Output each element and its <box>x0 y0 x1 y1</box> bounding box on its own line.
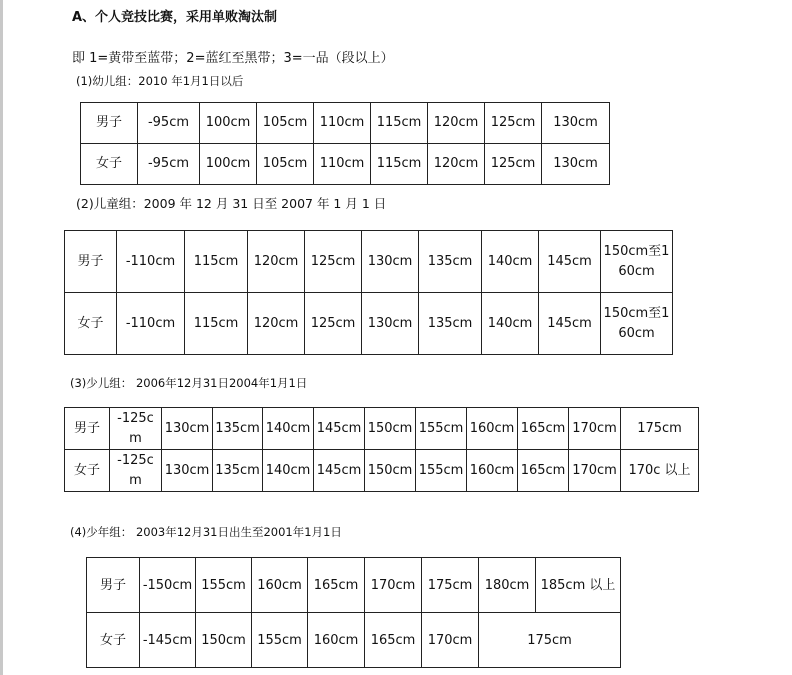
weight-cell: 150cm至160cm <box>601 231 673 293</box>
weight-cell: -145cm <box>140 613 196 668</box>
weight-cell: 100cm <box>200 144 257 185</box>
weight-cell: 165cm <box>518 408 569 450</box>
weight-cell: 170c 以上 <box>621 450 699 492</box>
table-row <box>65 293 673 355</box>
weight-cell: 125cm <box>305 231 362 293</box>
weight-cell: 175cm <box>479 613 621 668</box>
weight-cell: 105cm <box>257 144 314 185</box>
weight-cell: 175cm <box>422 558 479 613</box>
weight-cell: 150cm <box>196 613 252 668</box>
weight-cell: 135cm <box>419 293 482 355</box>
weight-cell: 150cm <box>365 408 416 450</box>
weight-cell: 175cm <box>621 408 699 450</box>
weight-cell: 130cm <box>362 231 419 293</box>
table-row <box>65 408 699 450</box>
weight-cell: 155cm <box>416 408 467 450</box>
weight-cell: 185cm 以上 <box>536 558 621 613</box>
weight-cell: 165cm <box>365 613 422 668</box>
weight-cell: 120cm <box>428 144 485 185</box>
weight-cell: 145cm <box>539 231 601 293</box>
weight-cell: 135cm <box>419 231 482 293</box>
weight-cell: 170cm <box>365 558 422 613</box>
table-row <box>87 558 621 613</box>
weight-cell: -125cm <box>110 408 162 450</box>
weight-cell: -150cm <box>140 558 196 613</box>
weight-cell: -110cm <box>117 231 185 293</box>
weight-cell: 130cm <box>162 450 213 492</box>
weight-cell: 130cm <box>162 408 213 450</box>
weight-cell: 170cm <box>569 408 621 450</box>
weight-cell: 110cm <box>314 144 371 185</box>
table-row <box>65 231 673 293</box>
weight-cell: 165cm <box>518 450 569 492</box>
weight-cell: 120cm <box>248 231 305 293</box>
group-2-table <box>64 230 673 355</box>
weight-cell: 160cm <box>308 613 365 668</box>
weight-cell: 110cm <box>314 103 371 144</box>
weight-cell: 115cm <box>371 103 428 144</box>
weight-cell: 120cm <box>428 103 485 144</box>
weight-cell: 180cm <box>479 558 536 613</box>
weight-cell: 170cm <box>422 613 479 668</box>
weight-cell: -95cm <box>138 103 200 144</box>
weight-cell: 140cm <box>482 293 539 355</box>
weight-cell: 115cm <box>185 293 248 355</box>
weight-cell: 155cm <box>252 613 308 668</box>
weight-cell: 135cm <box>213 450 263 492</box>
table-row <box>65 450 699 492</box>
weight-cell: -125cm <box>110 450 162 492</box>
weight-cell: -110cm <box>117 293 185 355</box>
weight-cell: 140cm <box>482 231 539 293</box>
weight-cell: 150cm至160cm <box>601 293 673 355</box>
weight-cell: 140cm <box>263 408 314 450</box>
weight-cell: 100cm <box>200 103 257 144</box>
weight-cell: 120cm <box>248 293 305 355</box>
weight-cell: 135cm <box>213 408 263 450</box>
row-label-female: 女子 <box>81 144 138 185</box>
weight-cell: 145cm <box>539 293 601 355</box>
weight-cell: 145cm <box>314 450 365 492</box>
group-1-title: (1)幼儿组：2010 年1月1日以后 <box>76 74 244 88</box>
weight-cell: 105cm <box>257 103 314 144</box>
group-3-title: (3)少儿组： 2006年12月31日2004年1月1日 <box>70 376 308 390</box>
weight-cell: 165cm <box>308 558 365 613</box>
weight-cell: -95cm <box>138 144 200 185</box>
table-row <box>81 144 610 185</box>
row-label-female: 女子 <box>87 613 140 668</box>
weight-cell: 155cm <box>196 558 252 613</box>
weight-cell: 160cm <box>467 450 518 492</box>
row-label-male: 男子 <box>87 558 140 613</box>
row-label-female: 女子 <box>65 293 117 355</box>
group-3-table <box>64 407 699 492</box>
row-label-male: 男子 <box>65 231 117 293</box>
weight-cell: 170cm <box>569 450 621 492</box>
weight-cell: 155cm <box>416 450 467 492</box>
section-heading: A、个人竞技比赛，采用单败淘汰制 <box>72 10 278 25</box>
group-2-title: (2)儿童组：2009 年 12 月 31 日至 2007 年 1 月 1 日 <box>76 196 387 211</box>
weight-cell: 115cm <box>185 231 248 293</box>
group-4-table <box>86 557 621 668</box>
belt-level-note: 即 1=黄带至蓝带；2=蓝红至黑带；3=一品（段以上） <box>72 51 394 66</box>
weight-cell: 140cm <box>263 450 314 492</box>
table-row <box>87 613 621 668</box>
weight-cell: 125cm <box>485 144 542 185</box>
group-1-table <box>80 102 610 185</box>
weight-cell: 145cm <box>314 408 365 450</box>
weight-cell: 160cm <box>467 408 518 450</box>
weight-cell: 115cm <box>371 144 428 185</box>
weight-cell: 160cm <box>252 558 308 613</box>
page-left-edge <box>0 0 3 675</box>
weight-cell: 125cm <box>485 103 542 144</box>
row-label-male: 男子 <box>81 103 138 144</box>
weight-cell: 130cm <box>542 103 610 144</box>
group-4-title: (4)少年组： 2003年12月31日出生至2001年1月1日 <box>70 525 342 539</box>
weight-cell: 125cm <box>305 293 362 355</box>
table-row <box>81 103 610 144</box>
row-label-male: 男子 <box>65 408 110 450</box>
weight-cell: 150cm <box>365 450 416 492</box>
weight-cell: 130cm <box>542 144 610 185</box>
weight-cell: 130cm <box>362 293 419 355</box>
row-label-female: 女子 <box>65 450 110 492</box>
